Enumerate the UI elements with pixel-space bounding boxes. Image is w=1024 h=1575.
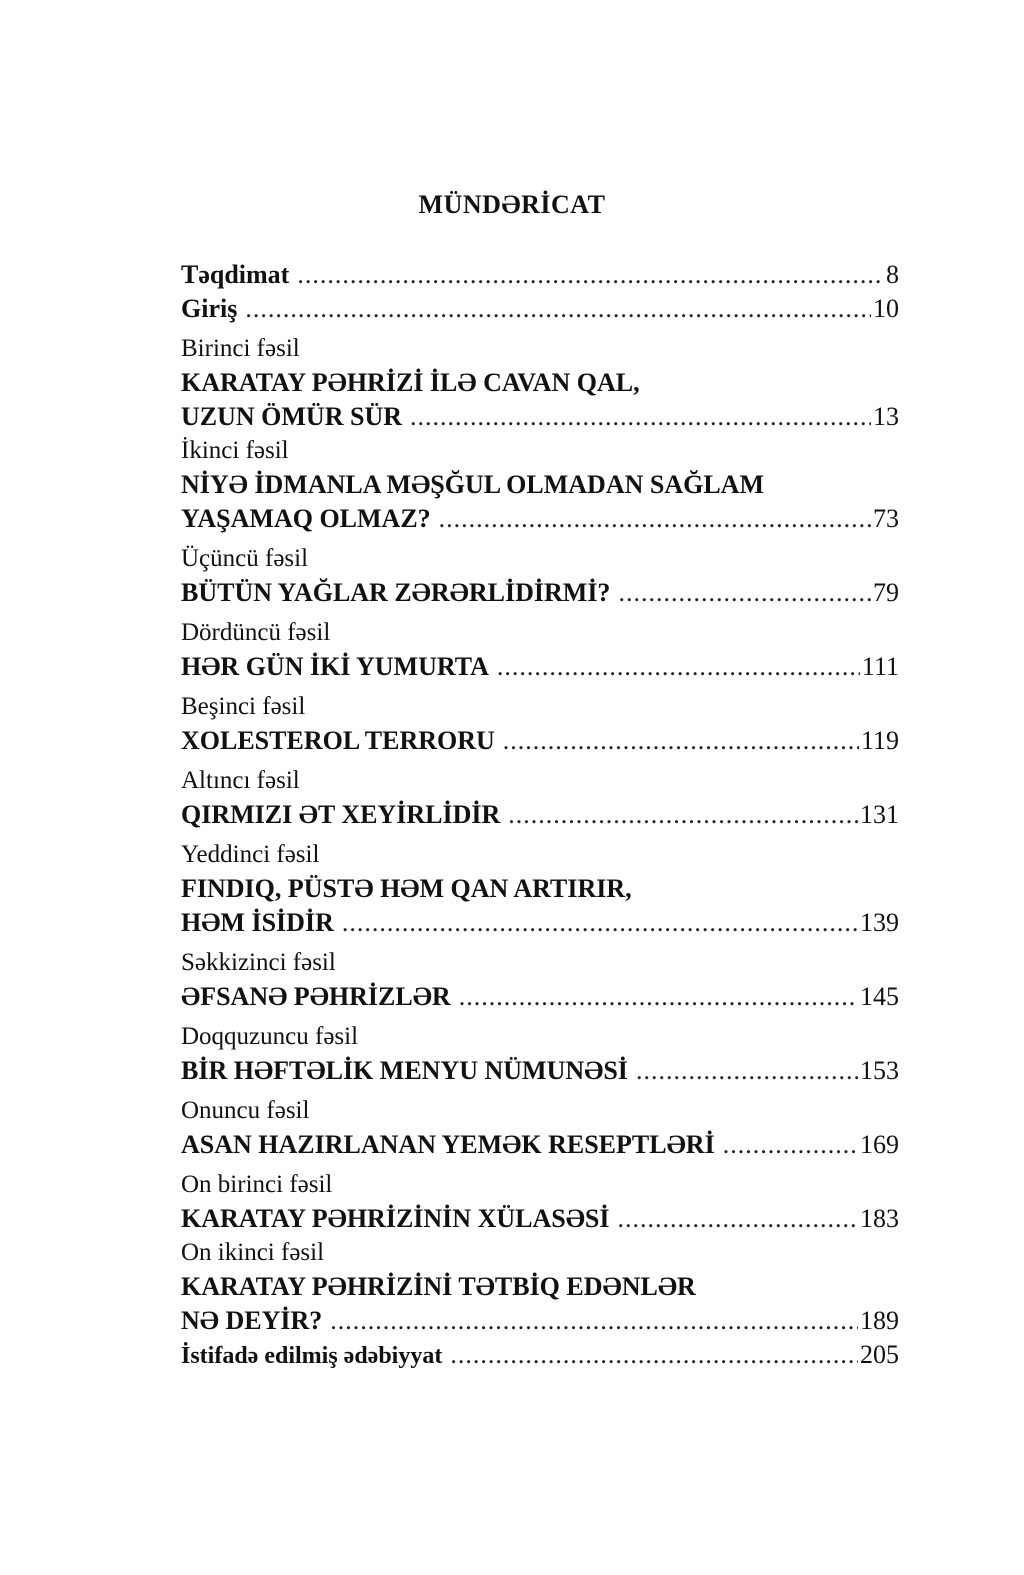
toc-entry-chapter-8[interactable]	[181, 946, 899, 1014]
chapter-label: Doqquzuncu fəsil	[181, 1023, 359, 1050]
page-number: 189	[860, 1306, 899, 1335]
chapter-label: Yeddinci fəsil	[181, 841, 320, 868]
toc-entry-preface[interactable]	[181, 292, 899, 326]
toc-row	[181, 1054, 899, 1088]
toc-row	[181, 798, 899, 832]
chapter-label: On ikinci fəsil	[181, 1239, 325, 1266]
page-number: 131	[860, 800, 899, 829]
chapter-title-line: KARATAY PƏHRİZİNİ TƏTBİQ EDƏNLƏR	[181, 1272, 696, 1301]
dot-leader	[618, 576, 871, 610]
page-number: 169	[860, 1130, 899, 1159]
toc-entry-chapter-2[interactable]	[181, 434, 899, 536]
chapter-label: Birinci fəsil	[181, 335, 300, 362]
page-number: 8	[886, 260, 899, 289]
toc-entry-chapter-9[interactable]	[181, 1020, 899, 1088]
toc-entry-chapter-10[interactable]	[181, 1094, 899, 1162]
toc-entry-chapter-1[interactable]	[181, 332, 899, 434]
entry-title: UZUN ÖMÜR SÜR	[181, 402, 402, 431]
toc-entry-bibliography[interactable]	[181, 1338, 899, 1373]
dot-leader	[503, 724, 859, 758]
dot-leader	[297, 258, 884, 292]
dot-leader	[342, 906, 858, 940]
page-number: 183	[860, 1204, 899, 1233]
page-number: 10	[873, 294, 899, 323]
toc-row	[181, 400, 899, 434]
toc-entry-chapter-7[interactable]	[181, 838, 899, 940]
page-number: 13	[873, 402, 899, 431]
dot-leader	[450, 1338, 858, 1372]
entry-title: NƏ DEYİR?	[181, 1306, 323, 1335]
entry-title: KARATAY PƏHRİZİNİN XÜLASƏSİ	[181, 1204, 610, 1233]
entry-title: ASAN HAZIRLANAN YEMƏK RESEPTLƏRİ	[181, 1130, 715, 1159]
dot-leader	[508, 798, 858, 832]
entry-title: HƏR GÜN İKİ YUMURTA	[181, 652, 489, 681]
page-number: 111	[861, 652, 899, 681]
entry-title: İstifadə edilmiş ədəbiyyat	[181, 1343, 443, 1369]
dot-leader	[330, 1304, 858, 1338]
entry-title: Giriş	[181, 294, 238, 323]
entry-title: BÜTÜN YAĞLAR ZƏRƏRLİDİRMİ?	[181, 578, 611, 607]
chapter-title-line: FINDIQ, PÜSTƏ HƏM QAN ARTIRIR,	[181, 874, 632, 903]
chapter-label: İkinci fəsil	[181, 437, 289, 464]
chapter-label: On birinci fəsil	[181, 1171, 333, 1198]
chapter-label: Altıncı fəsil	[181, 767, 300, 794]
toc-entry-introduction[interactable]	[181, 258, 899, 292]
dot-leader	[618, 1202, 859, 1236]
page-number: 145	[860, 982, 899, 1011]
toc-row	[181, 292, 899, 326]
page-number: 79	[873, 578, 899, 607]
dot-leader	[723, 1128, 858, 1162]
toc-entry-chapter-4[interactable]	[181, 616, 899, 684]
chapter-title-line: KARATAY PƏHRİZİ İLƏ CAVAN QAL,	[181, 368, 640, 397]
entry-title: Təqdimat	[181, 260, 290, 289]
dot-leader	[459, 980, 858, 1014]
toc-row	[181, 1304, 899, 1338]
toc-entry-chapter-12[interactable]	[181, 1236, 899, 1338]
page-title: MÜNDƏRİCAT	[418, 190, 606, 219]
toc-row	[181, 906, 899, 940]
dot-leader	[636, 1054, 858, 1088]
chapter-label: Beşinci fəsil	[181, 693, 306, 720]
chapter-label: Səkkizinci fəsil	[181, 949, 336, 976]
dot-leader	[410, 400, 871, 434]
entry-title: BİR HƏFTƏLİK MENYU NÜMUNƏSİ	[181, 1056, 628, 1085]
toc-row	[181, 1128, 899, 1162]
toc-row	[181, 724, 899, 758]
chapter-label: Dördüncü fəsil	[181, 619, 331, 646]
toc-row	[181, 980, 899, 1014]
entry-title: HƏM İSİDİR	[181, 908, 334, 937]
toc-row	[181, 650, 899, 684]
entry-title: QIRMIZI ƏT XEYİRLİDİR	[181, 800, 501, 829]
entry-title: ƏFSANƏ PƏHRİZLƏR	[181, 982, 451, 1011]
entry-title: YAŞAMAQ OLMAZ?	[181, 504, 431, 533]
chapter-label: Üçüncü fəsil	[181, 545, 309, 572]
dot-leader	[497, 650, 860, 684]
page-number: 205	[860, 1340, 899, 1369]
toc-row	[181, 576, 899, 610]
chapter-label: Onuncu fəsil	[181, 1097, 310, 1124]
dot-leader	[439, 502, 871, 536]
page-number: 139	[860, 908, 899, 937]
page-number: 119	[860, 726, 899, 755]
toc-row	[181, 1338, 899, 1373]
chapter-title-line: NİYƏ İDMANLA MƏŞĞUL OLMADAN SAĞLAM	[181, 470, 764, 499]
page-number: 153	[860, 1056, 899, 1085]
page-number: 73	[873, 504, 899, 533]
toc-entry-chapter-3[interactable]	[181, 542, 899, 610]
table-of-contents	[181, 258, 899, 1373]
toc-entry-chapter-11[interactable]	[181, 1168, 899, 1236]
toc-row	[181, 1202, 899, 1236]
entry-title: XOLESTEROL TERRORU	[181, 726, 495, 755]
toc-row	[181, 502, 899, 536]
dot-leader	[245, 292, 871, 326]
toc-entry-chapter-6[interactable]	[181, 764, 899, 832]
toc-row	[181, 258, 899, 292]
toc-entry-chapter-5[interactable]	[181, 690, 899, 758]
